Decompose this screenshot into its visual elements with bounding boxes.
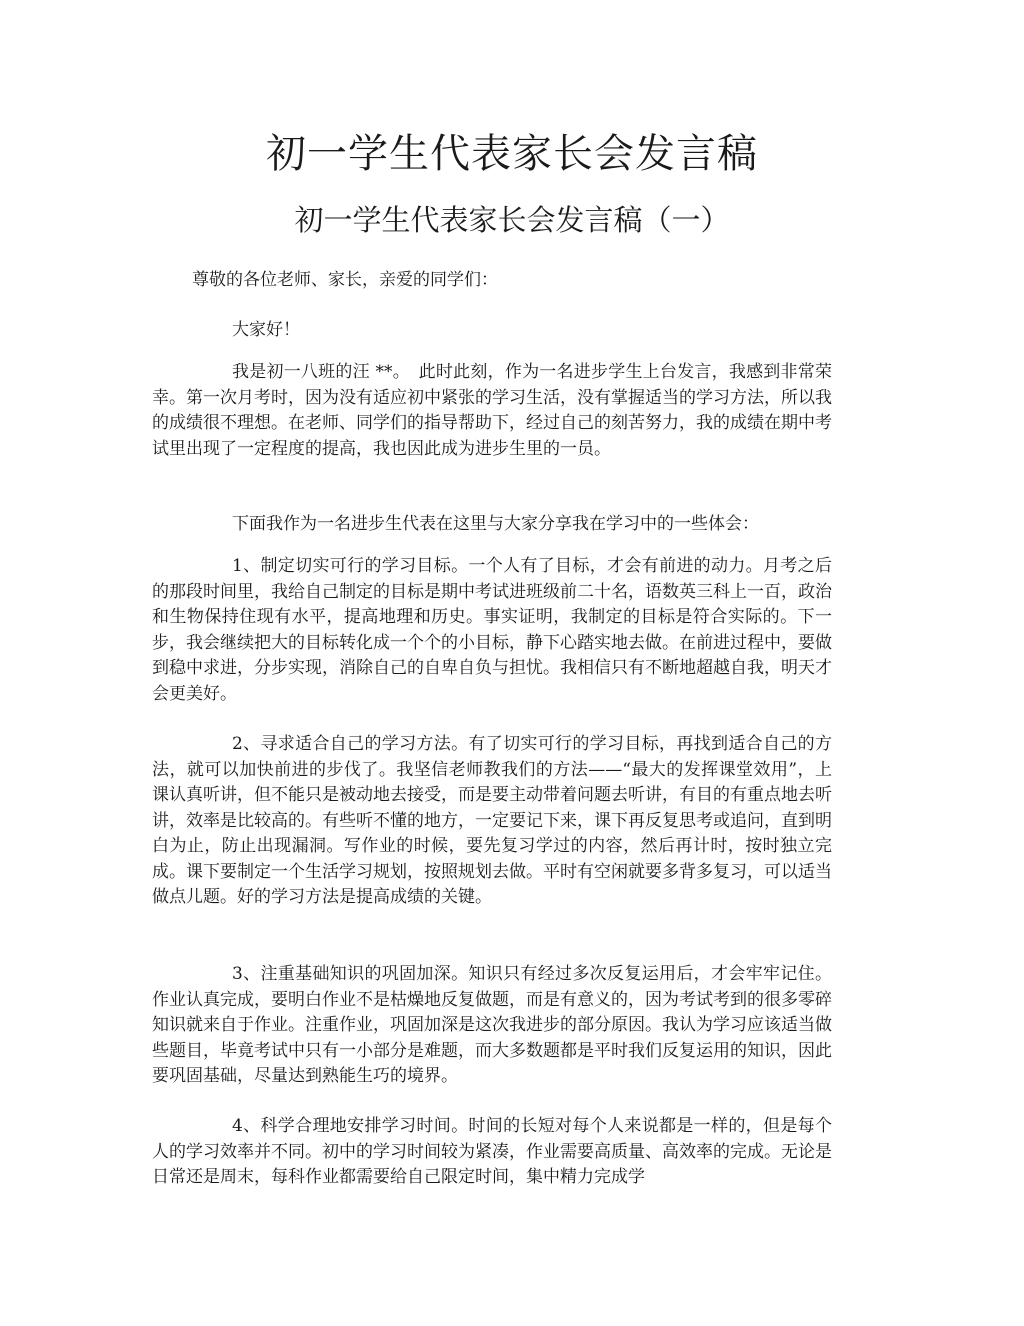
paragraph-point-2: 2、寻求适合自己的学习方法。有了切实可行的学习目标，再找到适合自己的方法，就可以加快前进的步伐了。我坚信老师教我们的方法——“最大的发挥课堂效用”，上课认真听讲，但不能只是被动地去接受，而是要主动带着问题去听讲，有目的有重点地去听讲，效率是比较高的。有些听不懂的地方，一定要记下来，课下再反复思考或追问，直到明白为止，防止出现漏洞。写作业的时候，要先复习学过的内容，然后再计时，按时独立完成。课下要制定一个生活学习规划，按照规划去做。平时有空闲就要多背多复习，可以适当做点儿题。好的学习方法是提高成绩的关键。 [152,734,832,907]
paragraph-point-1: 1、制定切实可行的学习目标。一个人有了目标，才会有前进的动力。月考之后的那段时间里，我给自己制定的目标是期中考试进班级前二十名，语数英三科上一百，政治和生物保持住现有水平，提高地理和历史。事实证明，我制定的目标是符合实际的。下一步，我会继续把大的目标转化成一个个的小目标，静下心踏实地去做。在前进过程中，要做到稳中求进，分步实现，消除自己的自卑自负与担忧。我相信只有不断地超越自我，明天才会更美好。 [152,556,832,704]
document-title: 初一学生代表家长会发言稿 [266,131,758,177]
paragraph-point-4: 4、科学合理地安排学习时间。时间的长短对每个人来说都是一样的，但是每个人的学习效率并不同。初中的学习时间较为紧凑，作业需要高质量、高效率的完成。无论是日常还是周末，每科作业都需要给自己限定时间，集中精力完成学 [152,1116,832,1187]
greeting: 大家好！ [232,320,300,340]
salutation: 尊敬的各位老师、家长，亲爱的同学们： [192,270,498,290]
paragraph-transition: 下面我作为一名进步生代表在这里与大家分享我在学习中的一些体会： [232,514,759,534]
paragraph-point-3: 3、注重基础知识的巩固加深。知识只有经过多次反复运用后，才会牢牢记住。作业认真完成，要明白作业不是枯燥地反复做题，而是有意义的，因为考试考到的很多零碎知识就来自于作业。注重作业，巩固加深是这次我进步的部分原因。我认为学习应该适当做些题目，毕竟考试中只有一小部分是难题，而大多数题都是平时我们反复运用的知识，因此要巩固基础，尽量达到熟能生巧的境界。 [152,964,832,1086]
document-subtitle: 初一学生代表家长会发言稿（一） [294,203,730,237]
paragraph-intro: 我是初一八班的汪 **。 此时此刻，作为一名进步学生上台发言，我感到非常荣幸。第一次月考时，因为没有适应初中紧张的学习生活，没有掌握适当的学习方法，所以我的成绩很不理想。在老师、同学们的指导帮助下，经过自己的刻苦努力，我的成绩在期中考试里出现了一定程度的提高，我也因此成为进步生里的一员。 [152,362,832,459]
